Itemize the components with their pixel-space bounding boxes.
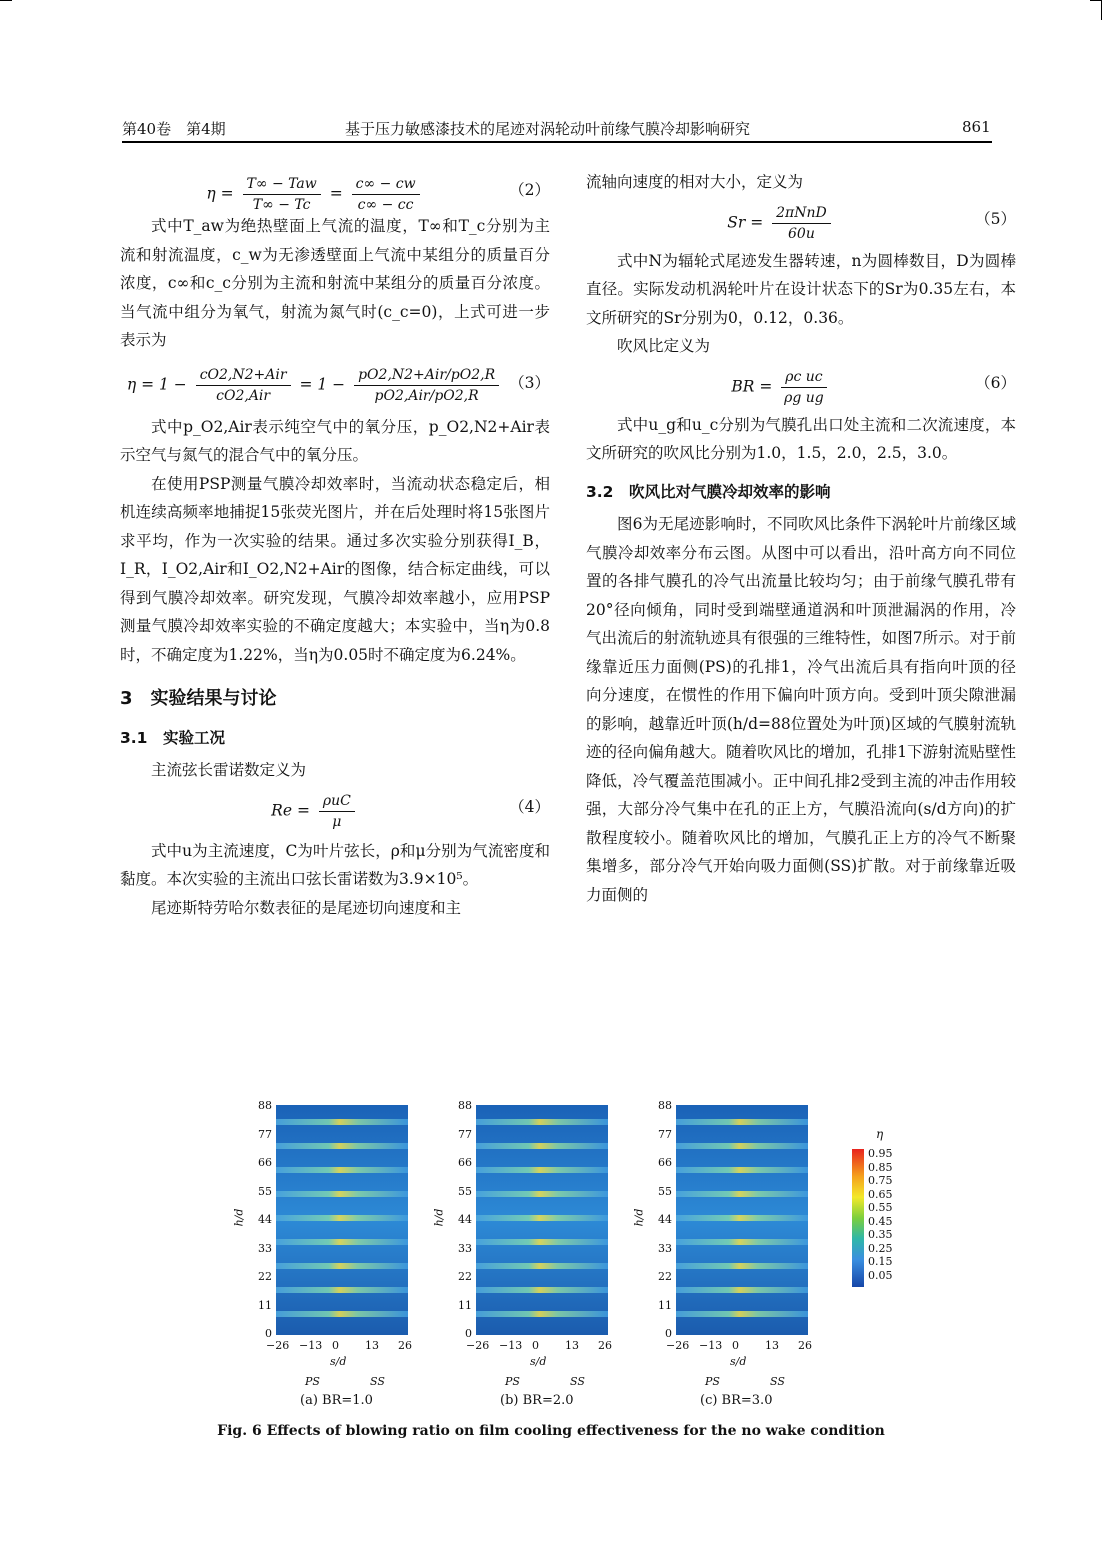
equation-3: η = 1 − $\frac{\text{cO2,N2+Air}}{\text{cO2,Air}}$ = 1 − $\frac{\text{pO2,N2+Air/pO2,R}}{\text{pO2,Air/pO2,R}}$ （3） [126, 366, 550, 404]
cooling-streak [476, 1263, 608, 1269]
y-tick-label: 55 [658, 1184, 672, 1198]
x-tick-label: −13 [699, 1339, 723, 1352]
y-tick-label: 55 [458, 1184, 472, 1198]
cooling-streak [476, 1311, 608, 1317]
y-axis-label: h/d [232, 1208, 246, 1227]
legend-level: 0.55 [868, 1201, 893, 1214]
cooling-streak [476, 1167, 608, 1173]
paragraph: 式中u为主流速度，C为叶片弦长，ρ和μ分别为气流密度和黏度。本次实验的主流出口弦长雷诺数为3.9×10⁵。 [120, 841, 550, 888]
y-tick-label: 77 [258, 1127, 272, 1141]
equation-4: Re = $\frac{\text{ρuC}}{\mu}$ （4） [271, 792, 550, 830]
y-tick-label: 0 [265, 1327, 272, 1340]
cooling-streak [676, 1239, 808, 1245]
y-tick-label: 33 [658, 1241, 672, 1255]
legend-level: 0.45 [868, 1214, 893, 1228]
y-axis-label: h/d [632, 1208, 646, 1227]
x-tick-label: −26 [666, 1339, 690, 1352]
x-axis-label: s/d [730, 1355, 747, 1368]
cooling-streak [276, 1143, 408, 1149]
paragraph: 主流弦长雷诺数定义为 [151, 761, 307, 779]
y-tick-label: 0 [465, 1327, 472, 1340]
y-tick-label: 88 [658, 1099, 672, 1112]
legend-level: 0.95 [868, 1147, 893, 1160]
y-tick-label: 33 [458, 1241, 472, 1255]
cooling-streak [476, 1239, 608, 1245]
cooling-streak [476, 1215, 608, 1221]
contour-map [476, 1105, 608, 1335]
cooling-streak [676, 1119, 808, 1125]
y-tick-label: 88 [458, 1099, 472, 1112]
paragraph: 吹风比定义为 [617, 337, 711, 355]
running-title: 基于压力敏感漆技术的尾迹对涡轮动叶前缘气膜冷却影响研究 [345, 120, 751, 138]
cooling-streak [676, 1311, 808, 1317]
cooling-streak [476, 1143, 608, 1149]
paragraph: 式中T_aw为绝热壁面上气流的温度，T∞和T_c分别为主流和射流温度，c_w为无渗透壁面上气流中某组分的质量百分浓度，c∞和c_c分别为主流和射流中某组分的质量百分浓度。当气流中组分为氧气，射流为氮气时(c_c=0)，上式可进一步表示为 [120, 217, 550, 349]
y-tick-label: 88 [258, 1099, 272, 1112]
cooling-streak [276, 1287, 408, 1293]
x-axis-label: s/d [330, 1355, 347, 1368]
cooling-streak [676, 1143, 808, 1149]
x-tick-label: −26 [266, 1339, 290, 1352]
legend-title: η [876, 1127, 884, 1141]
y-tick-label: 66 [258, 1156, 272, 1169]
paragraph: 尾迹斯特劳哈尔数表征的是尾迹切向速度和主 [151, 898, 462, 917]
cooling-streak [276, 1239, 408, 1245]
cooling-streak [476, 1191, 608, 1197]
paragraph: 式中u_g和u_c分别为气膜孔出口处主流和二次流速度，本文所研究的吹风比分别为1.0，1.5，2.0，2.5，3.0。 [586, 415, 1016, 462]
cooling-streak [676, 1287, 808, 1293]
y-tick-label: 11 [458, 1298, 472, 1312]
subfigure-label: (b) BR=2.0 [500, 1393, 574, 1408]
y-tick-label: 11 [658, 1298, 672, 1312]
cooling-streak [476, 1119, 608, 1125]
contour-panel [430, 1093, 620, 1408]
x-tick-label: 13 [765, 1339, 779, 1352]
legend-level: 0.65 [868, 1187, 893, 1201]
subfigure-label: (a) BR=1.0 [300, 1393, 373, 1408]
y-tick-label: 77 [658, 1127, 672, 1141]
x-tick-label: 0 [332, 1339, 339, 1352]
cooling-streak [276, 1191, 408, 1197]
y-tick-label: 66 [458, 1156, 472, 1169]
section-heading: 3 实验结果与讨论 [120, 688, 277, 709]
cooling-streak [276, 1119, 408, 1125]
x-tick-label: −13 [299, 1339, 323, 1352]
contour-map [276, 1105, 408, 1335]
x-tick-label: 26 [798, 1339, 812, 1352]
ss-label: SS [770, 1375, 785, 1388]
x-tick-label: 26 [598, 1339, 612, 1352]
header-rule [122, 141, 992, 143]
contour-panel [630, 1093, 820, 1408]
y-tick-label: 44 [258, 1213, 272, 1226]
cooling-streak [276, 1263, 408, 1269]
figure-caption: Fig. 6 Effects of blowing ratio on film cooling effectiveness for the no wake condition [217, 1423, 885, 1439]
contour-panel [230, 1093, 420, 1408]
cooling-streak [676, 1263, 808, 1269]
y-tick-label: 22 [258, 1270, 272, 1283]
paragraph: 图6为无尾迹影响时，不同吹风比条件下涡轮叶片前缘区域气膜冷却效率分布云图。从图中可以看出，沿叶高方向不同位置的各排气膜孔的冷气出流量比较均匀；由于前缘气膜孔带有20°径向倾角，同时受到端壁通道涡和叶顶泄漏涡的作用，冷气出流后的射流轨迹具有很强的三维特性，如图7所示。对于前缘靠近压力面侧(PS)的孔排1，冷气出流后具有指向叶顶的径向分速度，在惯性的作用下偏向叶顶方向。受到叶顶尖隙泄漏的影响，越靠近叶顶(h/d=88位置处为叶顶)区域的气膜射流轨迹的径向偏角越大。随着吹风比的增加，孔排1下游射流贴壁性降低，冷气覆盖范围减小。正中间孔排2受到主流的冲击作用较强，大部分冷气集中在孔的正上方，气膜沿流向(s/d方向)的扩散程度较小。随着吹风比的增加，气膜孔正上方的冷气不断聚集增多，部分冷气开始向吸力面侧(SS)扩散。对于前缘靠近吸力面侧的 [586, 515, 1016, 904]
x-tick-label: −26 [466, 1339, 490, 1352]
legend-level: 0.25 [868, 1241, 893, 1255]
cooling-streak [476, 1287, 608, 1293]
legend-level: 0.05 [868, 1268, 893, 1282]
paragraph: 流轴向速度的相对大小，定义为 [586, 173, 804, 191]
cooling-streak [676, 1167, 808, 1173]
legend-level: 0.35 [868, 1228, 893, 1241]
colorbar [852, 1149, 864, 1287]
cooling-streak [276, 1215, 408, 1221]
ss-label: SS [570, 1375, 585, 1388]
y-tick-label: 44 [458, 1213, 472, 1226]
ps-label: PS [705, 1375, 720, 1388]
equation-6: BR = $\frac{\text{ρc uc}}{\text{ρg ug}}$ （6） [731, 368, 1016, 406]
x-tick-label: 0 [732, 1339, 739, 1352]
paragraph: 式中p_O2,Air表示纯空气中的氧分压，p_O2,N2+Air表示空气与氮气的混合气中的氧分压。 [120, 417, 550, 464]
ss-label: SS [370, 1375, 385, 1388]
legend-level: 0.15 [868, 1255, 893, 1268]
y-tick-label: 11 [258, 1298, 272, 1312]
paragraph: 式中N为辐轮式尾迹发生器转速，n为圆棒数目，D为圆棒直径。实际发动机涡轮叶片在设计状态下的Sr为0.35左右，本文所研究的Sr分别为0，0.12，0.36。 [586, 251, 1016, 327]
ps-label: PS [505, 1375, 520, 1388]
contour-map [676, 1105, 808, 1335]
y-tick-label: 33 [258, 1241, 272, 1255]
subsection-heading: 3.1 实验工况 [120, 728, 225, 747]
x-tick-label: 26 [398, 1339, 412, 1352]
x-axis-label: s/d [530, 1355, 547, 1368]
cooling-streak [676, 1215, 808, 1221]
right-column [586, 168, 1016, 909]
y-tick-label: 55 [258, 1184, 272, 1198]
cooling-streak [276, 1167, 408, 1173]
page-number: 861 [962, 118, 991, 136]
left-column [120, 168, 550, 922]
y-tick-label: 22 [658, 1270, 672, 1283]
equation-2: η = $\frac{\text{T∞ − Taw}}{T\infty - Tc}$ = $\frac{c\infty - cw}{c\infty - cc}$ （2） [206, 176, 550, 213]
figure-6 [230, 1093, 910, 1413]
x-tick-label: −13 [499, 1339, 523, 1352]
y-tick-label: 0 [665, 1327, 672, 1340]
legend-level: 0.85 [868, 1160, 893, 1174]
x-tick-label: 13 [365, 1339, 379, 1352]
y-tick-label: 44 [658, 1213, 672, 1226]
y-tick-label: 22 [458, 1270, 472, 1283]
paragraph: 在使用PSP测量气膜冷却效率时，当流动状态稳定后，相机连续高频率地捕捉15张荧光图片，并在后处理时将15张图片求平均，作为一次实验的结果。通过多次实验分别获得I_B，I_R，I_O2,Air和I_O2,N2+Air的图像，结合标定曲线，可以得到气膜冷却效率。研究发现，气膜冷却效率越小，应用PSP测量气膜冷却效率实验的不确定度越大；本实验中，当η为0.8时，不确定度为1.22%，当η为0.05时不确定度为6.24%。 [120, 474, 550, 664]
journal-volume: 第40卷 第4期 [122, 120, 226, 138]
legend-level: 0.75 [868, 1174, 893, 1187]
x-tick-label: 13 [565, 1339, 579, 1352]
x-tick-label: 0 [532, 1339, 539, 1352]
subsection-heading: 3.2 吹风比对气膜冷却效率的影响 [586, 482, 831, 501]
ps-label: PS [305, 1375, 320, 1388]
equation-5: Sr = $\frac{\text{2πNnD}}{60u}$ （5） [727, 204, 1016, 242]
y-tick-label: 77 [458, 1127, 472, 1141]
cooling-streak [276, 1311, 408, 1317]
y-axis-label: h/d [432, 1208, 446, 1227]
y-tick-label: 66 [658, 1156, 672, 1169]
colorbar-legend [852, 1127, 912, 1293]
subfigure-label: (c) BR=3.0 [700, 1393, 773, 1408]
cooling-streak [676, 1191, 808, 1197]
